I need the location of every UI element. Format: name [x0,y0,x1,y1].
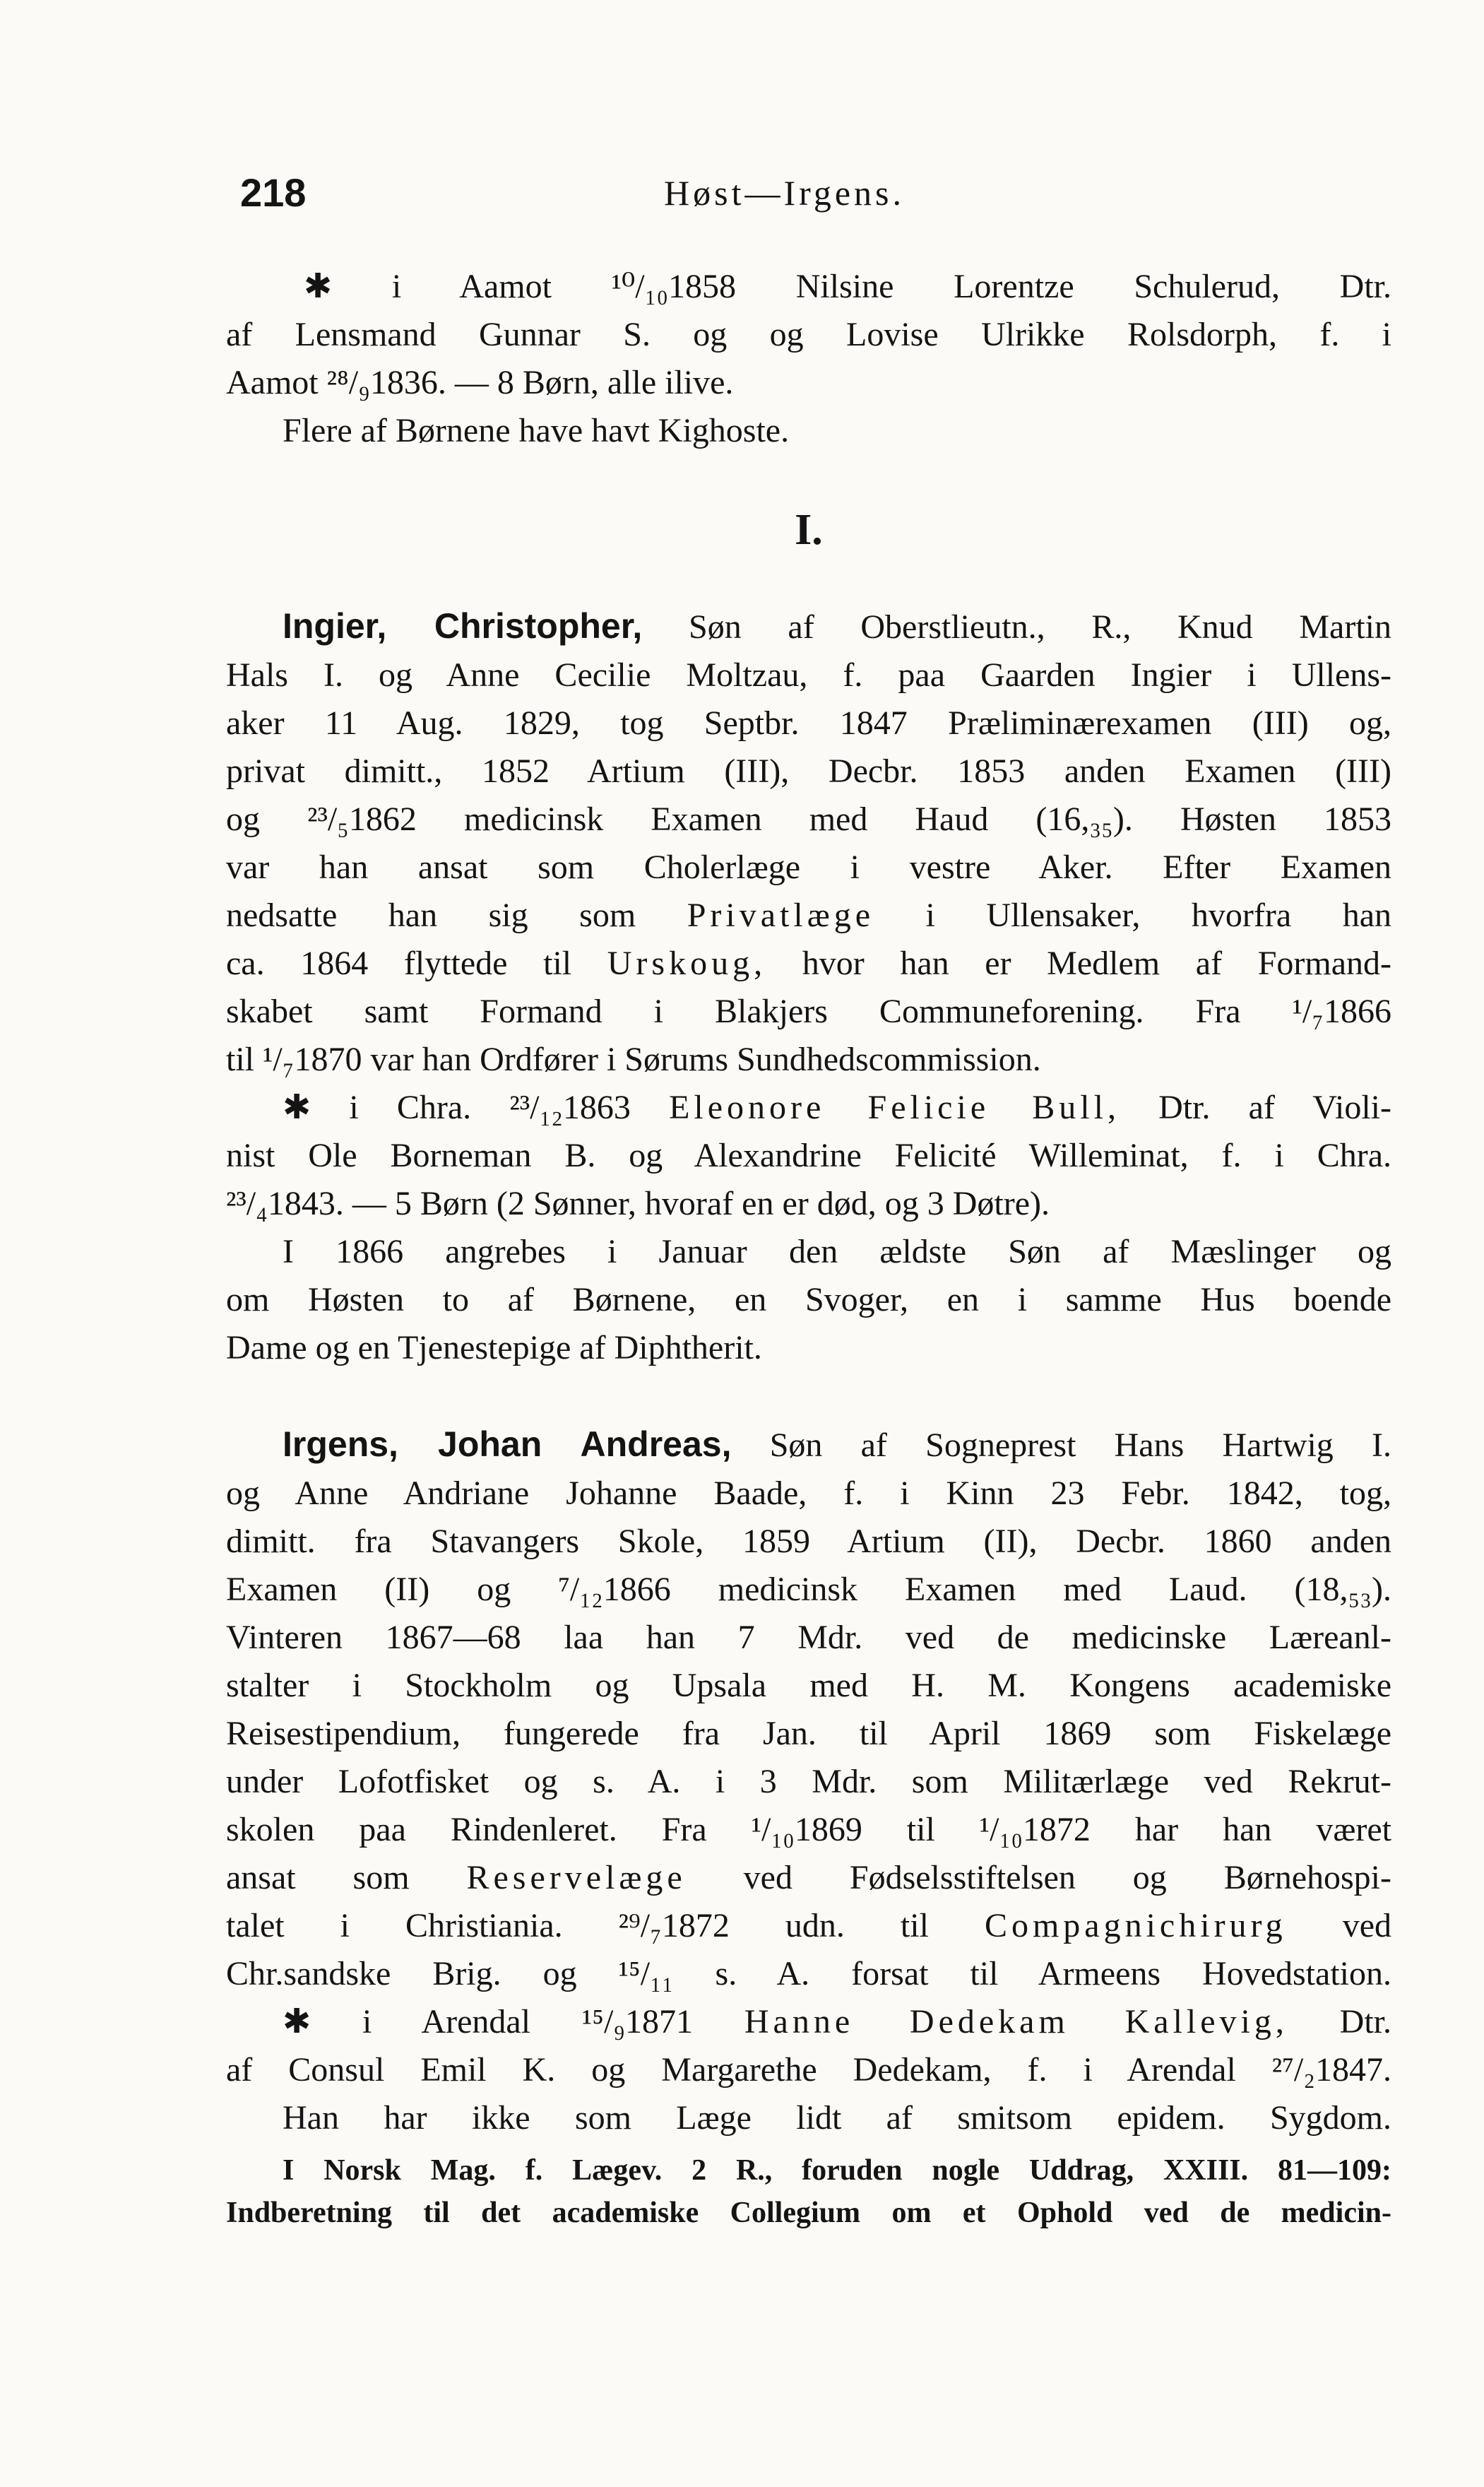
entry-name: Irgens, Johan Andreas, [283,1424,732,1464]
text-segment: Dtr. af Violi- [1120,1089,1392,1126]
spaced-term: Privatlæge [687,897,875,934]
spaced-term: Hanne Dedekam Kallevig, [744,2003,1288,2040]
text-line [226,1420,1391,1470]
text-line: privat dimitt., 1852 Artium (III), Decbr. 1853 anden Examen (III) [226,752,1391,790]
text-line: Dame og en Tjenestepige af Diphtherit. [226,1329,762,1366]
text-line: Reisestipendium, fungerede fra Jan. til April 1869 som Fiskelæge [226,1715,1391,1752]
text-line: Examen (II) og ⁷/₁₂1866 medicinsk Examen med Laud. (18,₅₃). [226,1571,1391,1608]
text-line: Hals I. og Anne Cecilie Moltzau, f. paa Gaarden Ingier i Ullens- [226,656,1391,694]
text-line: var han ansat som Cholerlæge i vestre Aker. Efter Examen [226,849,1391,886]
text-segment: ca. 1864 flyttede til [226,945,607,982]
text-line: I 1866 angrebes i Januar den ældste Søn af Mæslinger og [283,1233,1391,1270]
continued-entry [226,263,1391,455]
text-line [226,892,1391,940]
text-line: af Lensmand Gunnar S. og og Lovise Ulrikke Rolsdorph, f. i [226,316,1391,353]
entry-gap [226,1372,1391,1420]
text-line: til ¹/₇1870 var han Ordfører i Sørums Sundhedscommission. [226,1041,1041,1078]
running-head: Høst—Irgens. [664,173,906,213]
footnote-line: Indberetning til det academiske Collegium om et Ophold ved de medicin- [226,2197,1391,2229]
text-line: Aamot ²⁸/₉1836. — 8 Børn, alle ilive. [226,364,734,401]
text-segment: Søn af Oberstlieutn., R., Knud Martin [689,608,1392,646]
text-segment: i Ullensaker, hvorfra han [874,897,1391,934]
text-line: af Consul Emil K. og Margarethe Dedekam, f. i Arendal ²⁷/₂1847. [226,2051,1391,2089]
text-line: Han har ikke som Læge lidt af smitsom epidem. Sygdom. [283,2099,1391,2137]
text-segment: Dtr. [1288,2003,1392,2040]
text-segment: hvor han er Medlem af Formand- [766,945,1391,982]
text-line: skolen paa Rindenleret. Fra ¹/₁₀1869 til ¹/₁₀1872 har han været [226,1811,1391,1848]
book-page [226,170,1391,2234]
text-line: Vinteren 1867—68 laa han 7 Mdr. ved de medicinske Læreanl- [226,1619,1391,1656]
text-segment: Søn af Sogneprest Hans Hartwig I. [769,1426,1391,1464]
text-segment: ved Fødselsstiftelsen og Børnehospi- [686,1859,1392,1896]
text-line: Chr.sandske Brig. og ¹⁵/₁₁ s. A. forsat til Armeens Hovedstation. [226,1955,1391,1992]
text-line [226,1902,1391,1950]
text-line: og Anne Andriane Johanne Baade, f. i Kinn 23 Febr. 1842, tog, [226,1475,1391,1512]
text-line [226,1084,1391,1132]
footnote [226,2149,1391,2234]
text-line [226,1854,1391,1902]
entry-irgens [226,1420,1391,2142]
spaced-term: Compagnichirurg [984,1907,1287,1944]
text-line: og ²³/₅1862 medicinsk Examen med Haud (16,₃₅). Høsten 1853 [226,801,1391,838]
text-line: ✱ i Aamot ¹⁰/₁₀1858 Nilsine Lorentze Schulerud, Dtr. [304,268,1391,305]
page-number: 218 [240,170,307,215]
text-line [226,940,1391,988]
text-segment: ved [1286,1907,1391,1944]
text-line [226,1998,1391,2046]
text-line: om Høsten to af Børnene, en Svoger, en i samme Hus boende [226,1281,1391,1318]
text-line: aker 11 Aug. 1829, tog Septbr. 1847 Præliminærexamen (III) og, [226,704,1391,742]
text-line: Flere af Børnene have havt Kighoste. [283,412,790,449]
footnote-line: I Norsk Mag. f. Lægev. 2 R., foruden nogle Uddrag, XXIII. 81—109: [283,2154,1391,2187]
section-letter: I. [795,506,823,554]
text-line: stalter i Stockholm og Upsala med H. M. Kongens academiske [226,1667,1391,1704]
entry-ingier [226,602,1391,1372]
spaced-term: Reservelæge [466,1859,687,1896]
text-segment: nedsatte han sig som [226,897,687,934]
page-header [226,170,1391,226]
text-line: skabet samt Formand i Blakjers Communeforening. Fra ¹/₇1866 [226,993,1391,1030]
text-line: under Lofotfisket og s. A. i 3 Mdr. som Militærlæge ved Rekrut- [226,1763,1391,1800]
entry-name: Ingier, Christopher, [283,606,643,646]
spaced-term: Urskoug, [607,945,767,982]
text-segment: ✱ i Arendal ¹⁵/₉1871 [283,2003,744,2040]
text-line [226,602,1391,651]
spaced-term: Eleonore Felicie Bull, [669,1089,1120,1126]
text-segment: talet i Christiania. ²⁹/₇1872 udn. til [226,1907,985,1944]
text-line: ²³/₄1843. — 5 Børn (2 Sønner, hvoraf en er død, og 3 Døtre). [226,1185,1050,1222]
text-segment: ✱ i Chra. ²³/₁₂1863 [283,1089,670,1126]
text-segment: ansat som [226,1859,467,1896]
text-line: dimitt. fra Stavangers Skole, 1859 Artium (II), Decbr. 1860 anden [226,1523,1391,1560]
text-line: nist Ole Borneman B. og Alexandrine Felicité Willeminat, f. i Chra. [226,1137,1391,1174]
